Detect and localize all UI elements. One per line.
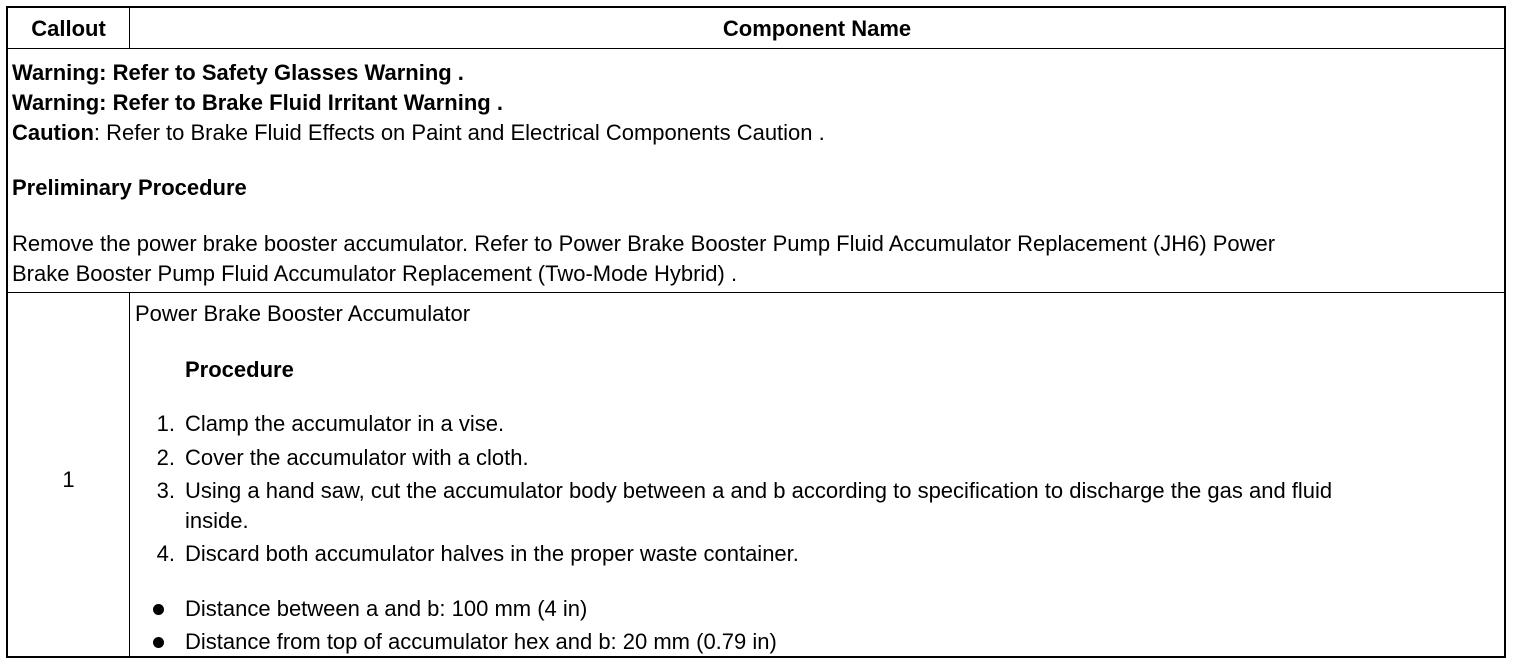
spec-text: Distance between a and b: 100 mm (4 in) [185, 596, 588, 621]
step-number: 4. [156, 541, 175, 566]
step-text-continued: inside. [185, 508, 249, 533]
warning-text: Refer to Brake Fluid Irritant Warning . [112, 90, 503, 115]
warning-label: Warning: [12, 90, 107, 115]
notes-section [8, 49, 1504, 293]
step-text: Cover the accumulator with a cloth. [185, 445, 529, 470]
callout-number: 1 [62, 467, 75, 492]
preliminary-procedure-heading: Preliminary Procedure [12, 175, 247, 200]
preliminary-text-line-1: Remove the power brake booster accumulator. Refer to Power Brake Booster Pump Fluid Accumulator Replacement (JH6) Power [12, 231, 1276, 256]
component-cell [130, 293, 1504, 656]
spec-text: Distance from top of accumulator hex and b: 20 mm (0.79 in) [185, 629, 777, 654]
bullet-icon [153, 637, 164, 648]
preliminary-text-line-2: Brake Booster Pump Fluid Accumulator Replacement (Two-Mode Hybrid) . [12, 261, 738, 286]
bullet-icon [153, 604, 164, 615]
header-callout: Callout [8, 8, 130, 48]
procedure-heading: Procedure [185, 357, 294, 382]
caution-brake-fluid-effects [12, 120, 825, 146]
warning-safety-glasses [12, 60, 464, 86]
header-component-name: Component Name [722, 16, 912, 41]
warning-label: Warning: [12, 60, 107, 85]
step-text: Using a hand saw, cut the accumulator body between a and b according to specification to discharge the gas and fluid [185, 478, 1333, 503]
step-number: 3. [156, 478, 175, 503]
table-row [8, 293, 1504, 656]
component-name: Power Brake Booster Accumulator [135, 301, 471, 326]
caution-label: Caution [12, 120, 94, 145]
component-table [6, 6, 1506, 658]
step-number: 1. [156, 411, 175, 436]
warning-text: Refer to Safety Glasses Warning . [112, 60, 464, 85]
step-number: 2. [156, 445, 175, 470]
step-text: Discard both accumulator halves in the proper waste container. [185, 541, 799, 566]
table-header-row [8, 8, 1504, 49]
warning-brake-fluid-irritant [12, 90, 503, 116]
caution-text: : Refer to Brake Fluid Effects on Paint and Electrical Components Caution . [93, 120, 825, 145]
callout-cell [8, 293, 130, 656]
step-text: Clamp the accumulator in a vise. [185, 411, 505, 436]
